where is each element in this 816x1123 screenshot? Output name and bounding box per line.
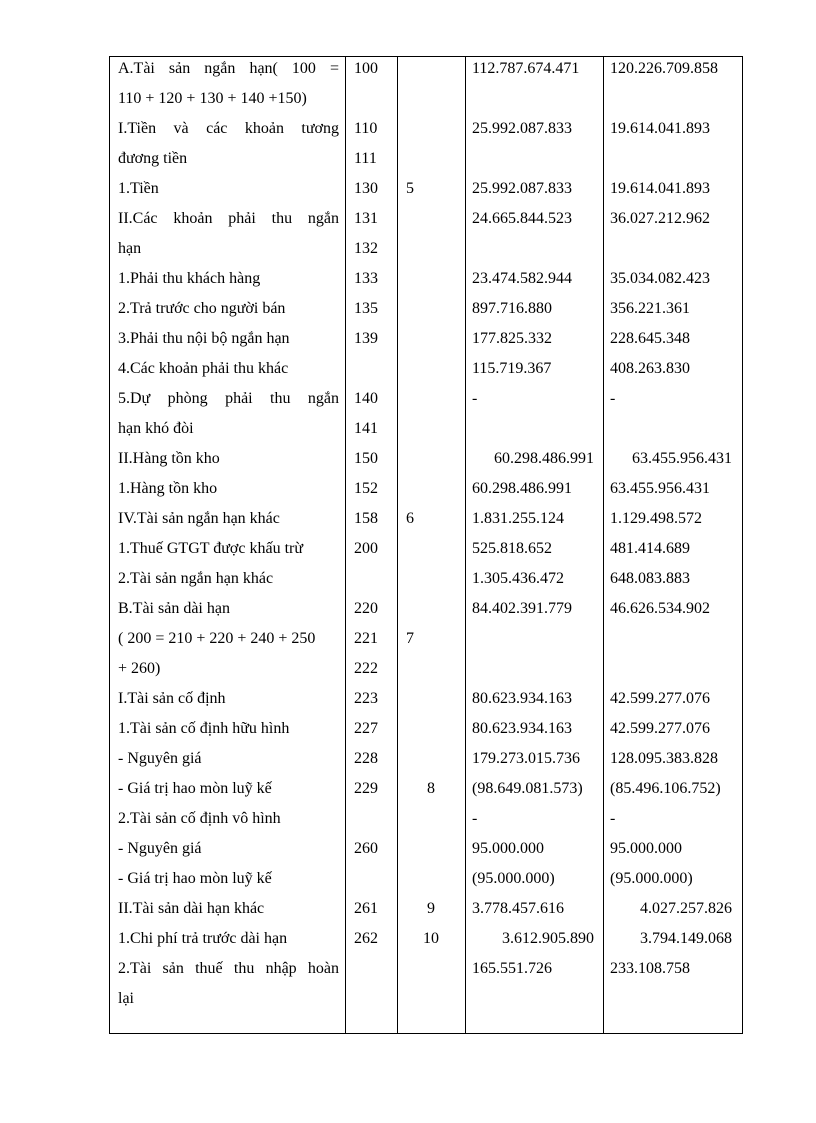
start-of-year-value: 1.129.498.572: [610, 510, 702, 527]
end-of-year-value: (95.000.000): [472, 870, 555, 887]
item-name: I.Tiền và các khoản tương: [118, 120, 339, 137]
item-code: 140: [354, 390, 378, 407]
start-of-year-value: 128.095.383.828: [610, 750, 718, 767]
item-name: - Giá trị hao mòn luỹ kế: [118, 870, 272, 887]
item-code: 262: [354, 930, 378, 947]
item-name: hạn khó đòi: [118, 420, 194, 437]
item-code: 133: [354, 270, 378, 287]
start-of-year-value: 19.614.041.893: [610, 180, 710, 197]
end-of-year-value: (98.649.081.573): [472, 780, 583, 797]
start-of-year-value: 42.599.277.076: [610, 690, 710, 707]
start-of-year-value: 4.027.257.826: [640, 900, 732, 917]
start-of-year-value: 228.645.348: [610, 330, 690, 347]
start-of-year-value: 42.599.277.076: [610, 720, 710, 737]
item-name: II.Tài sản dài hạn khác: [118, 900, 265, 917]
end-of-year-value: 24.665.844.523: [472, 210, 572, 227]
item-name: 1.Tiền: [118, 180, 159, 197]
table-row: [110, 84, 742, 114]
table-row: [110, 54, 742, 84]
table-row: [110, 984, 742, 1014]
item-code: 158: [354, 510, 378, 527]
table-row: [110, 534, 742, 564]
item-note: 5: [406, 180, 414, 197]
start-of-year-value: 36.027.212.962: [610, 210, 710, 227]
table-row: [110, 144, 742, 174]
end-of-year-value: 95.000.000: [472, 840, 544, 857]
end-of-year-value: 165.551.726: [472, 960, 552, 977]
table-row: [110, 294, 742, 324]
item-name: - Giá trị hao mòn luỹ kế: [118, 780, 272, 797]
start-of-year-value: 63.455.956.431: [632, 450, 732, 467]
table-row: [110, 354, 742, 384]
table-row: [110, 894, 742, 924]
table-row: [110, 954, 742, 984]
start-of-year-value: -: [610, 390, 616, 407]
end-of-year-value: 60.298.486.991: [494, 450, 594, 467]
item-code: 110: [354, 120, 378, 137]
start-of-year-value: -: [610, 810, 616, 827]
start-of-year-value: 356.221.361: [610, 300, 690, 317]
start-of-year-value: 95.000.000: [610, 840, 682, 857]
table-row: [110, 234, 742, 264]
item-name: 4.Các khoản phải thu khác: [118, 360, 289, 377]
table-row: [110, 504, 742, 534]
item-name: 2.Tài sản thuế thu nhập hoàn: [118, 960, 339, 977]
item-code: 227: [354, 720, 378, 737]
table-row: [110, 474, 742, 504]
item-name: đương tiền: [118, 150, 188, 167]
item-name: II.Hàng tồn kho: [118, 450, 220, 467]
item-code: 111: [354, 150, 377, 167]
start-of-year-value: 648.083.883: [610, 570, 690, 587]
item-name: 1.Hàng tồn kho: [118, 480, 218, 497]
item-name: hạn: [118, 240, 142, 257]
end-of-year-value: -: [472, 390, 478, 407]
item-code: 139: [354, 330, 378, 347]
end-of-year-value: 80.623.934.163: [472, 690, 572, 707]
item-name: 1.Chi phí trả trước dài hạn: [118, 930, 288, 947]
item-code: 141: [354, 420, 378, 437]
item-name: + 260): [118, 660, 161, 677]
item-code: 223: [354, 690, 378, 707]
item-code: 260: [354, 840, 378, 857]
table-row: [110, 204, 742, 234]
item-name: lại: [118, 990, 134, 1007]
item-note: 6: [406, 510, 414, 527]
item-name: - Nguyên giá: [118, 840, 202, 857]
start-of-year-value: 35.034.082.423: [610, 270, 710, 287]
start-of-year-value: 3.794.149.068: [640, 930, 732, 947]
item-name: 110 + 120 + 130 + 140 +150): [118, 90, 307, 107]
item-code: 130: [354, 180, 378, 197]
table-row: [110, 714, 742, 744]
item-name: ( 200 = 210 + 220 + 240 + 250: [118, 630, 316, 647]
start-of-year-value: 481.414.689: [610, 540, 690, 557]
item-code: 261: [354, 900, 378, 917]
table-row: [110, 654, 742, 684]
item-code: 228: [354, 750, 378, 767]
table-row: [110, 414, 742, 444]
table-row: [110, 564, 742, 594]
item-note: 10: [423, 930, 439, 947]
item-code: 221: [354, 630, 378, 647]
item-name: 1.Tài sản cố định hữu hình: [118, 720, 290, 737]
item-code: 220: [354, 600, 378, 617]
balance-sheet-table: [109, 56, 743, 1034]
item-name: I.Tài sản cố định: [118, 690, 226, 707]
end-of-year-value: 179.273.015.736: [472, 750, 580, 767]
item-code: 132: [354, 240, 378, 257]
start-of-year-value: 120.226.709.858: [610, 60, 718, 77]
table-row: [110, 594, 742, 624]
table-row: [110, 774, 742, 804]
item-name: IV.Tài sản ngắn hạn khác: [118, 510, 280, 527]
item-name: A.Tài sản ngắn hạn( 100 =: [118, 60, 339, 77]
item-name: B.Tài sản dài hạn: [118, 600, 230, 617]
end-of-year-value: 80.623.934.163: [472, 720, 572, 737]
item-name: 1.Thuế GTGT được khấu trừ: [118, 540, 304, 557]
table-row: [110, 264, 742, 294]
item-code: 150: [354, 450, 378, 467]
end-of-year-value: 1.831.255.124: [472, 510, 564, 527]
end-of-year-value: 84.402.391.779: [472, 600, 572, 617]
end-of-year-value: -: [472, 810, 478, 827]
end-of-year-value: 177.825.332: [472, 330, 552, 347]
item-name: 1.Phải thu khách hàng: [118, 270, 261, 287]
end-of-year-value: 112.787.674.471: [472, 60, 580, 77]
start-of-year-value: 19.614.041.893: [610, 120, 710, 137]
start-of-year-value: 46.626.534.902: [610, 600, 710, 617]
end-of-year-value: 1.305.436.472: [472, 570, 564, 587]
end-of-year-value: 897.716.880: [472, 300, 552, 317]
table-row: [110, 804, 742, 834]
start-of-year-value: 408.263.830: [610, 360, 690, 377]
end-of-year-value: 115.719.367: [472, 360, 552, 377]
end-of-year-value: 23.474.582.944: [472, 270, 572, 287]
end-of-year-value: 25.992.087.833: [472, 180, 572, 197]
item-code: 200: [354, 540, 378, 557]
item-code: 135: [354, 300, 378, 317]
end-of-year-value: 25.992.087.833: [472, 120, 572, 137]
item-name: II.Các khoản phải thu ngắn: [118, 210, 339, 227]
table-row: [110, 864, 742, 894]
table-row: [110, 834, 742, 864]
item-code: 152: [354, 480, 378, 497]
table-row: [110, 924, 742, 954]
end-of-year-value: 3.778.457.616: [472, 900, 564, 917]
table-row: [110, 684, 742, 714]
start-of-year-value: 63.455.956.431: [610, 480, 710, 497]
item-note: 7: [406, 630, 414, 647]
end-of-year-value: 3.612.905.890: [502, 930, 594, 947]
item-code: 131: [354, 210, 378, 227]
item-name: 2.Tài sản cố định vô hình: [118, 810, 281, 827]
item-name: 5.Dự phòng phải thu ngắn: [118, 390, 339, 407]
start-of-year-value: 233.108.758: [610, 960, 690, 977]
table-row: [110, 744, 742, 774]
item-name: 3.Phải thu nội bộ ngắn hạn: [118, 330, 290, 347]
item-name: 2.Tài sản ngắn hạn khác: [118, 570, 274, 587]
end-of-year-value: 60.298.486.991: [472, 480, 572, 497]
item-name: - Nguyên giá: [118, 750, 202, 767]
table-row: [110, 174, 742, 204]
item-note: [406, 54, 462, 84]
table-row: [110, 444, 742, 474]
item-note: 8: [427, 780, 435, 797]
table-row: [110, 384, 742, 414]
table-row: [110, 114, 742, 144]
item-code: 222: [354, 660, 378, 677]
start-of-year-value: (85.496.106.752): [610, 780, 721, 797]
table-row: [110, 624, 742, 654]
end-of-year-value: 525.818.652: [472, 540, 552, 557]
item-code: 229: [354, 780, 378, 797]
item-note: 9: [427, 900, 435, 917]
item-name: 2.Trả trước cho người bán: [118, 300, 286, 317]
start-of-year-value: (95.000.000): [610, 870, 693, 887]
item-code: 100: [354, 60, 378, 77]
table-row: [110, 324, 742, 354]
